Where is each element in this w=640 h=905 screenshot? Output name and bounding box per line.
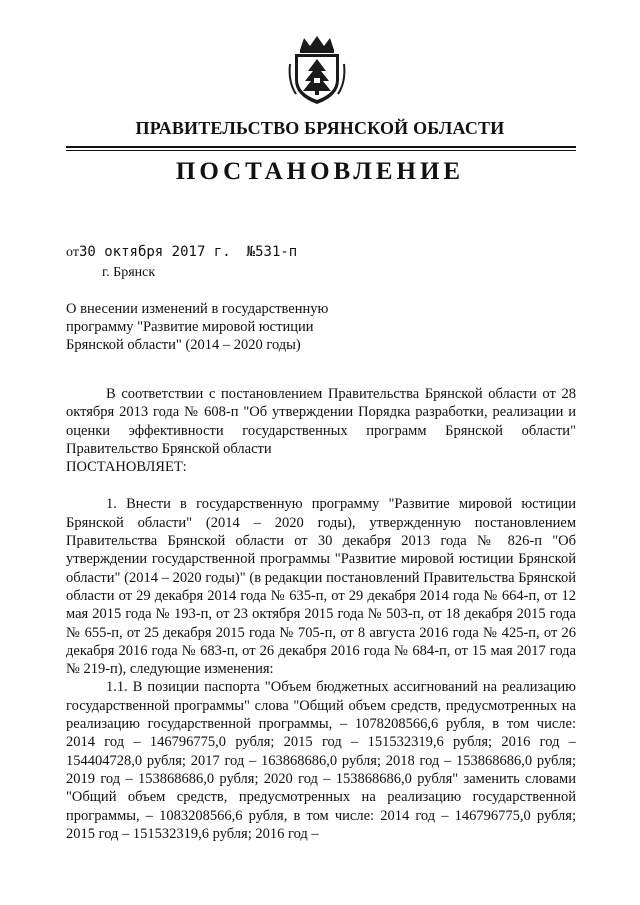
document-number: №531-п xyxy=(246,244,298,260)
coat-of-arms-icon xyxy=(286,34,348,106)
document-type-title: ПОСТАНОВЛЕНИЕ xyxy=(175,158,465,185)
document-body xyxy=(66,385,576,843)
subject-line-1: О внесении изменений в государственную xyxy=(66,301,329,317)
item-1-paragraph: 1. Внести в государственную программу "Развитие мировой юстиции Брянской области" (2014 – 2020 годы), утвержденную постановлением Правительства Брянской области от 30 декабря 2013 года № 826-п "Об утверждении государственной программы "Развитие мировой юстиции Брянской области" (2014 – 2020 годы)" (в редакции постановлений Правительства Брянской области от 29 декабря 2014 года № 635-п, от 29 декабря 2014 года № 664-п, от 12 мая 2015 года № 193-п, от 23 октября 2015 года № 503-п, от 18 декабря 2015 года № 655-п, от 25 декабря 2015 года № 705-п, от 8 августа 2016 года № 425-п, от 26 декабря 2016 года № 683-п, от 26 декабря 2016 года № 684-п, от 15 мая 2017 года № 219-п), следующие изменения: xyxy=(66,496,576,678)
document-subject xyxy=(66,300,366,354)
subject-line-2: программу "Развитие мировой юстиции xyxy=(66,319,314,335)
item-1-1-paragraph: 1.1. В позиции паспорта "Объем бюджетных ассигнований на реализацию государственной программы" слова "Общий объем средств, предусмотренных на реализацию государственной программы, – 1078208566,6 рубля, в том числе: 2014 год – 146796775,0 рубля; 2015 год – 151532319,6 рубля; 2016 год – 154404728,0 рубля; 2017 год – 163868686,0 рубля; 2018 год – 153868686,0 рубля; 2019 год – 153868686,0 рубля; 2020 год – 153868686,0 рубля" заменить словами "Общий объем средств, предусмотренных на реализацию государственной программы, – 1083208566,6 рубля, в том числе: 2014 год – 146796775,0 рубля; 2015 год – 151532319,6 рубля; 2016 год – xyxy=(66,679,576,842)
subject-line-3: Брянской области" (2014 – 2020 годы) xyxy=(66,337,301,353)
date-prefix: от xyxy=(66,245,79,260)
document-dateline xyxy=(66,244,297,261)
header-divider xyxy=(66,146,576,148)
government-title: ПРАВИТЕЛЬСТВО БРЯНСКОЙ ОБЛАСТИ xyxy=(135,118,505,138)
resolves-heading: ПОСТАНОВЛЯЕТ: xyxy=(66,459,187,476)
preamble-paragraph: В соответствии с постановлением Правительства Брянской области от 28 октября 2013 года № 608-п "Об утверждении Порядка разработки, реализации и оценки эффективности государственных программ Брянской области" Правительство Брянской области xyxy=(66,386,576,457)
header-divider-thin xyxy=(66,150,576,151)
document-date: 30 октября 2017 г. xyxy=(78,244,231,260)
document-city: г. Брянск xyxy=(102,265,156,280)
